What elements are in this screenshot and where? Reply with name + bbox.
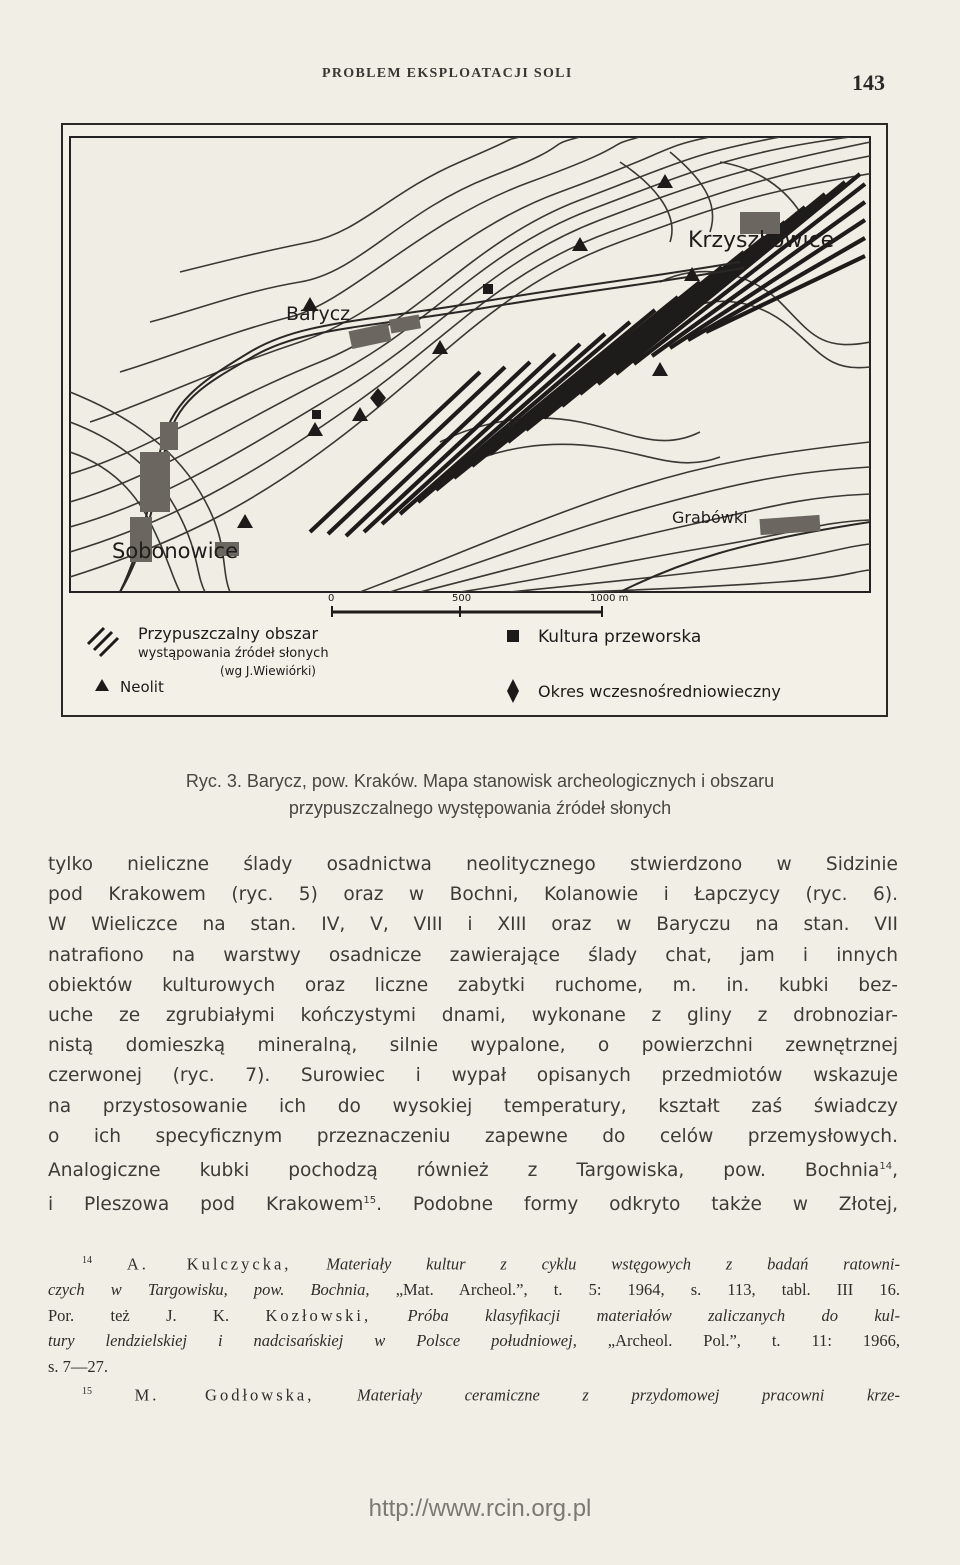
caption-line-1: Ryc. 3. Barycz, pow. Kraków. Mapa stanowisk archeologicznych i obszaru	[185, 771, 775, 791]
footnote-15-line-1	[48, 1379, 900, 1408]
scale-0: 0	[328, 593, 335, 604]
footnote-ref-15[interactable]: 15	[363, 1195, 377, 1207]
footnote-title: Próba klasyfikacji materiałów zaliczanych do kul-	[407, 1305, 900, 1325]
label-krzyszkowice: Krzyszkowice	[688, 228, 835, 253]
footnotes	[48, 1248, 900, 1408]
body-paragraph	[48, 850, 898, 1221]
map-svg	[60, 122, 890, 720]
footnote-por: Por. też J. K.	[48, 1305, 230, 1325]
footnote-number-14: 14	[82, 1255, 92, 1266]
map-figure	[60, 122, 890, 720]
legend-medieval: Okres wczesnośredniowieczny	[538, 682, 781, 701]
footnote-title: tury lendzielskiej i nadcisańskiej w Polsce południowej,	[48, 1331, 577, 1350]
footnote-ref-14[interactable]: 14	[879, 1161, 893, 1173]
legend-hatched-2: wystąpowania źródeł słonych	[138, 646, 329, 661]
footnote-title: Materiały ceramiczne z przydomowej pracowni krze-	[356, 1385, 900, 1405]
legend-hatched-3: (wg J.Wiewiórki)	[220, 664, 316, 678]
footnote-14-line-1	[48, 1248, 900, 1277]
przeworsk-legend-icon	[507, 630, 519, 642]
body-line: nistą domieszką mineralną, silnie wypalone, o powierzchni zewnętrznej	[48, 1035, 898, 1057]
footnote-title: czych w Targowisku, pow. Bochnia,	[48, 1280, 370, 1299]
body-line: pod Krakowem (ryc. 5) oraz w Bochni, Kolanowie i Łapczycy (ryc. 6).	[48, 884, 898, 906]
figure-caption	[0, 768, 960, 822]
scale-1000: 1000 m	[590, 593, 629, 604]
body-line: na przystosowanie ich do wysokiej temperatury, kształt zaś świadczy	[48, 1095, 898, 1117]
body-line-text: Analogiczne kubki pochodzą również z Targowiska, pow. Bochnia	[48, 1160, 880, 1182]
body-line: natrafiono na warstwy osadnicze zawierające ślady chat, jam i innych	[48, 944, 898, 966]
scale-500: 500	[452, 593, 472, 604]
watermark-url[interactable]: http://www.rcin.org.pl	[368, 1495, 592, 1522]
footnote-author: Kozłowski,	[265, 1305, 372, 1325]
body-line-with-ref	[48, 1186, 898, 1220]
footnote-14-line-5: s. 7—27.	[48, 1356, 109, 1376]
przeworsk-marker	[483, 284, 493, 294]
label-grabowki: Grabówki	[672, 508, 748, 527]
body-line: tylko nieliczne ślady osadnictwa neolitycznego stwierdzono w Sidzinie	[48, 854, 898, 875]
footnote-source: „Mat. Archeol.”, t. 5: 1964, s. 113, tabl. III 16.	[395, 1280, 900, 1299]
legend-przeworsk: Kultura przeworska	[538, 627, 702, 647]
footnote-title: Materiały kultur z cyklu wstęgowych z badań ratowni-	[326, 1254, 901, 1274]
body-line: uche ze zgrubiałymi kończystymi dnami, wykonane z gliny z drobnoziar-	[48, 1005, 898, 1027]
body-line: czerwonej (ryc. 7). Surowiec i wypał opisanych przedmiotów wskazuje	[48, 1065, 898, 1087]
body-line: obiektów kulturowych oraz liczne zabytki ruchome, m. in. kubki bez-	[48, 974, 898, 996]
label-barycz: Barycz	[286, 303, 351, 325]
body-line-text: i Pleszowa pod Krakowem	[48, 1194, 364, 1216]
body-line-with-ref: Analogiczne kubki pochodzą również z Targowiska, pow. Bochnia$^{14}$,	[48, 1160, 898, 1182]
footnote-source: „Archeol. Pol.”, t. 11: 1966,	[607, 1331, 901, 1350]
running-head: PROBLEM EKSPLOATACJI SOLI	[322, 66, 573, 81]
map-area	[70, 137, 870, 592]
page-number: 143	[852, 70, 885, 95]
footnote-author: M. Godłowska,	[134, 1385, 315, 1405]
body-line: W Wieliczce na stan. IV, V, VIII i XIII oraz w Baryczu na stan. VII	[48, 914, 898, 936]
footnote-14-line-2	[48, 1277, 900, 1303]
page-header	[0, 62, 960, 102]
footnote-author: A. Kulczycka,	[126, 1254, 292, 1274]
footnote-14-line-3	[48, 1303, 900, 1329]
body-line: o ich specyficznym przeznaczeniu zapewne do celów przemysłowych.	[48, 1125, 898, 1147]
label-sobonowice: Sobonowice	[112, 539, 238, 563]
body-line-text: . Podobne formy odkryto także w Złotej,	[376, 1194, 898, 1216]
caption-line-2: przypuszczalnego występowania źródeł słonych	[288, 798, 672, 818]
footnote-number-15: 15	[82, 1386, 92, 1397]
przeworsk-marker	[312, 410, 321, 419]
legend-neolit: Neolit	[120, 678, 164, 696]
legend-hatched-1: Przypuszczalny obszar	[138, 624, 319, 643]
footnote-14-line-4	[48, 1328, 900, 1354]
